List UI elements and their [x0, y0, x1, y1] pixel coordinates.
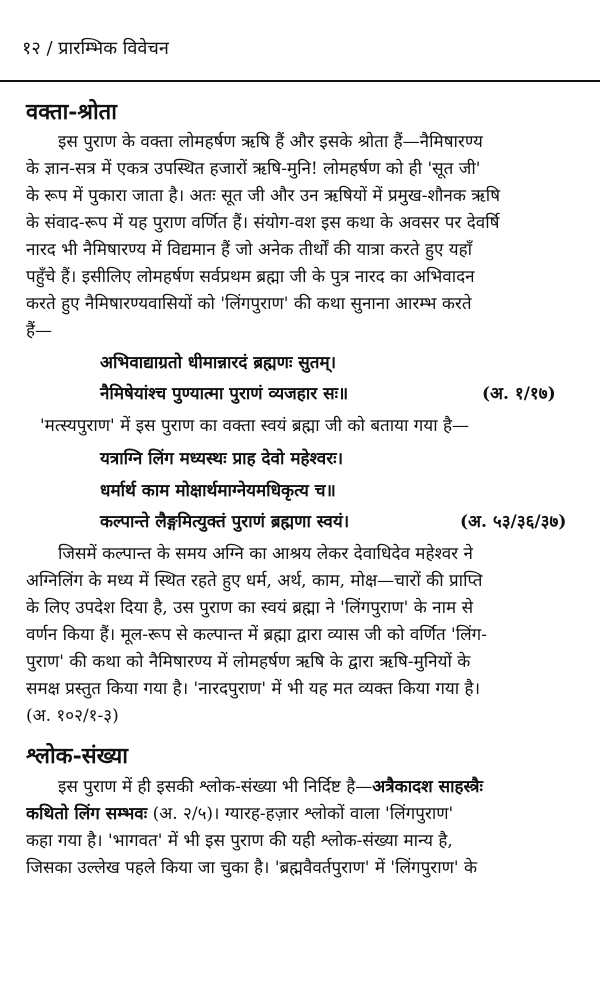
- paragraph-line: नारद भी नैमिषारण्य में विद्यमान हैं जो अनेक तीर्थों की यात्रा करते हुए यहाँ: [26, 240, 473, 260]
- section-title-vakta-shrota: वक्ता-श्रोता: [26, 99, 117, 125]
- running-head: १२ / प्रारम्भिक विवेचन: [22, 38, 169, 59]
- quoted-shloka: कथितो लिंग सम्भवः: [26, 804, 148, 824]
- section-title-shlok-sankhya: श्लोक-संख्या: [26, 743, 128, 769]
- paragraph-line: [26, 803, 586, 825]
- paragraph-line: के संवाद-रूप में यह पुराण वर्णित हैं। संयोग-वश इस कथा के अवसर पर देवर्षि: [26, 213, 500, 233]
- paragraph-line: वर्णन किया हैं। मूल-रूप से कल्पान्त में ब्रह्मा द्वारा व्यास जी को वर्णित 'लिंग-: [26, 625, 487, 645]
- verse-line: अभिवाद्याग्रतो धीमान्नारदं ब्रह्मणः सुतम्।: [100, 353, 337, 373]
- text-run: (अ. २/५)। ग्यारह-हज़ार श्लोकों वाला 'लिंगपुराण': [147, 804, 454, 824]
- verse-line: नैमिषेयांश्च पुण्यात्मा पुराणं व्यजहार सः॥: [100, 384, 349, 404]
- paragraph-line: जिसमें कल्पान्त के समय अग्नि का आश्रय लेकर देवाधिदेव महेश्वर ने: [58, 544, 473, 564]
- paragraph-line: (अ. १०२/१-३): [26, 706, 119, 726]
- verse-line: धर्मार्थ काम मोक्षार्थमाग्नेयमधिकृत्य च॥: [100, 481, 336, 501]
- paragraph-line: के लिए उपदेश दिया है, उस पुराण का स्वयं ब्रह्मा ने 'लिंगपुराण' के नाम से: [26, 598, 474, 618]
- paragraph-line: जिसका उल्लेख पहले किया जा चुका है। 'ब्रह्मवैवर्तपुराण' में 'लिंगपुराण' के: [26, 858, 478, 878]
- header-rule: [0, 80, 600, 82]
- paragraph-line: कहा गया है। 'भागवत' में भी इस पुराण की यही श्लोक-संख्या मान्य है,: [26, 831, 453, 851]
- verse-reference: (अ. ५३/३६/३७): [460, 512, 567, 532]
- paragraph-line: करते हुए नैमिषारण्यवासियों को 'लिंगपुराण' की कथा सुनाना आरम्भ करते: [26, 294, 472, 314]
- paragraph-line: समक्ष प्रस्तुत किया गया है। 'नारदपुराण' में भी यह मत व्यक्त किया गया है।: [26, 679, 481, 699]
- paragraph-line: 'मत्स्यपुराण' में इस पुराण का वक्ता स्वयं ब्रह्मा जी को बताया गया है—: [40, 416, 470, 436]
- verse-line: यत्राग्नि लिंग मध्यस्थः प्राह देवो महेश्वरः।: [100, 449, 344, 469]
- paragraph-line: के ज्ञान-सत्र में एकत्र उपस्थित हजारों ऋषि-मुनि! लोमहर्षण को ही 'सूत जी': [26, 159, 481, 179]
- paragraph-line: [58, 776, 586, 798]
- verse-line: कल्पान्ते लैङ्गमित्युक्तं पुराणं ब्रह्मणा स्वयं।: [100, 512, 350, 532]
- verse-reference: (अ. १/१७): [482, 384, 556, 404]
- quoted-shloka: अत्रैकादश साहस्त्रैः: [372, 777, 483, 797]
- paragraph-line: हैं—: [26, 321, 53, 341]
- paragraph-line: इस पुराण के वक्ता लोमहर्षण ऋषि हैं और इसके श्रोता हैं—नैमिषारण्य: [58, 132, 483, 152]
- paragraph-line: पहुँचे हैं। इसीलिए लोमहर्षण सर्वप्रथम ब्रह्मा जी के पुत्र नारद का अभिवादन: [26, 267, 475, 287]
- text-run: इस पुराण में ही इसकी श्लोक-संख्या भी निर्दिष्ट है—: [58, 777, 373, 797]
- paragraph-line: अग्निलिंग के मध्य में स्थित रहते हुए धर्म, अर्थ, काम, मोक्ष—चारों की प्राप्ति: [26, 571, 483, 591]
- paragraph-line: पुराण' की कथा को नैमिषारण्य में लोमहर्षण ऋषि के द्वारा ऋषि-मुनियों के: [26, 652, 471, 672]
- paragraph-line: के रूप में पुकारा जाता है। अतः सूत जी और उन ऋषियों में प्रमुख-शौनक ऋषि: [26, 186, 501, 206]
